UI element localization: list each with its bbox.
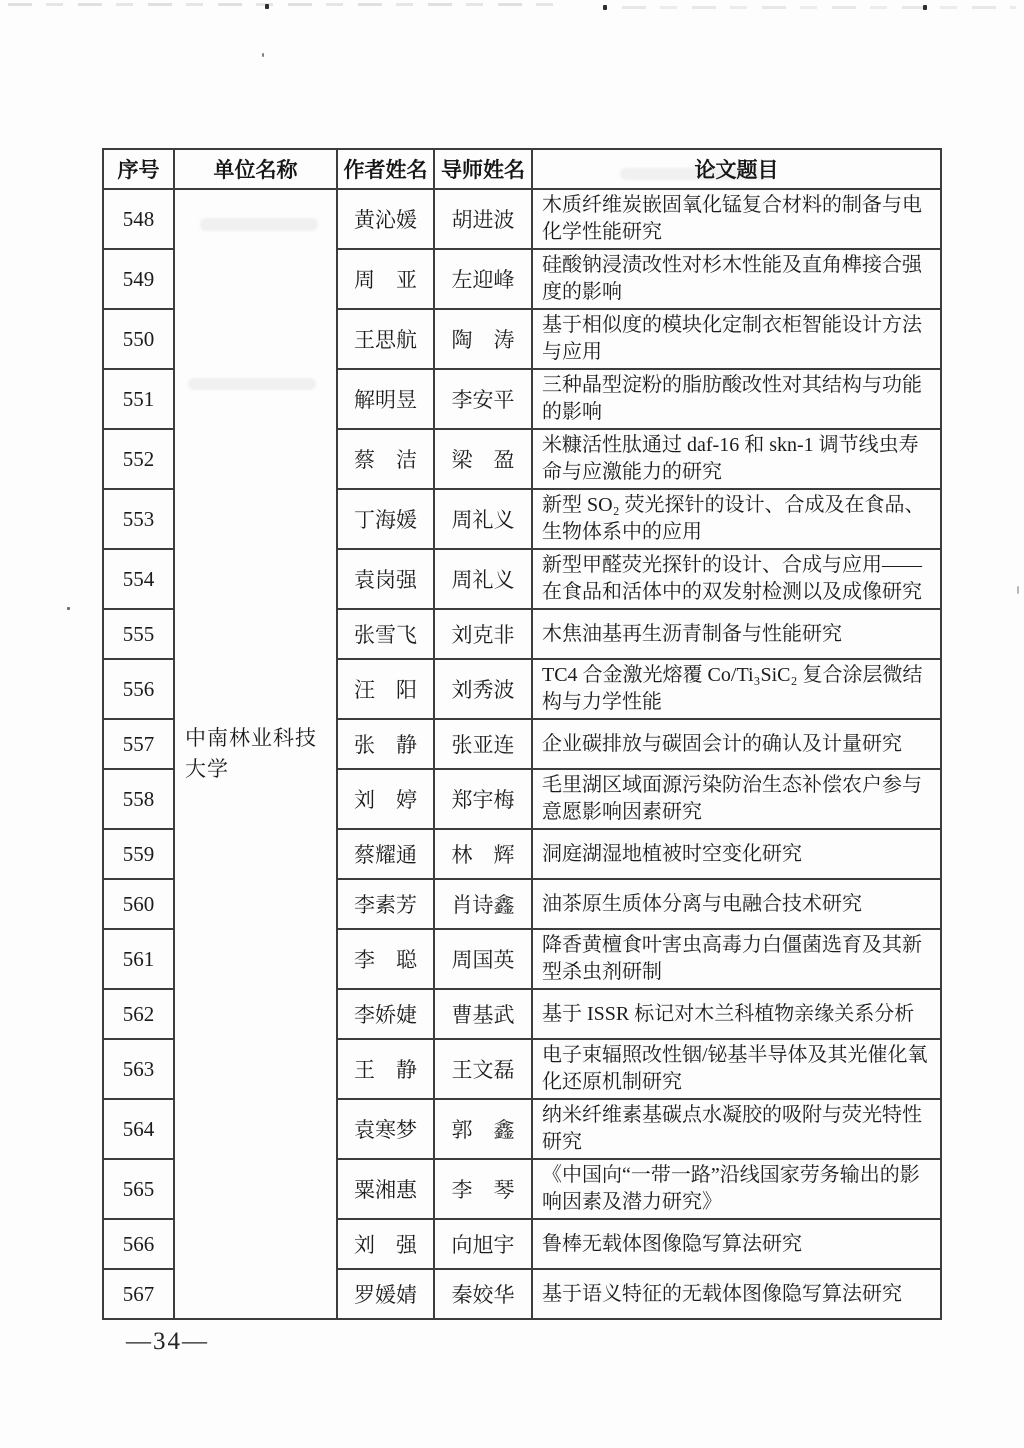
advisor-name-cell: 李安平 (434, 369, 532, 429)
scan-speck (603, 5, 607, 10)
column-header-index: 序号 (103, 149, 174, 189)
author-name-cell: 刘 婷 (337, 769, 434, 829)
advisor-name-cell: 刘秀波 (434, 659, 532, 719)
advisor-name-cell: 秦姣华 (434, 1269, 532, 1319)
advisor-name-cell: 左迎峰 (434, 249, 532, 309)
row-index-cell: 566 (103, 1219, 174, 1269)
author-name-cell: 王 静 (337, 1039, 434, 1099)
author-name-cell: 罗媛婧 (337, 1269, 434, 1319)
author-name-cell: 袁寒梦 (337, 1099, 434, 1159)
thesis-title-cell: 电子束辐照改性铟/铋基半导体及其光催化氧化还原机制研究 (532, 1039, 941, 1099)
thesis-title-cell: 新型 SO₂ 荧光探针的设计、合成及在食品、生物体系中的应用 (532, 489, 941, 549)
advisor-name-cell: 周礼义 (434, 489, 532, 549)
row-index-cell: 553 (103, 489, 174, 549)
table-body (103, 189, 941, 1319)
row-index-cell: 555 (103, 609, 174, 659)
row-index-cell: 563 (103, 1039, 174, 1099)
unit-name-cell: 中南林业科技大学 (174, 189, 337, 1319)
scan-noise-line (8, 3, 556, 6)
author-name-cell: 蔡 洁 (337, 429, 434, 489)
scan-speck (67, 607, 70, 610)
row-index-cell: 552 (103, 429, 174, 489)
row-index-cell: 551 (103, 369, 174, 429)
advisor-name-cell: 向旭宇 (434, 1219, 532, 1269)
thesis-title-cell: 基于 ISSR 标记对木兰科植物亲缘关系分析 (532, 989, 941, 1039)
advisor-name-cell: 郑宇梅 (434, 769, 532, 829)
thesis-title-cell: 《中国向“一带一路”沿线国家劳务输出的影响因素及潜力研究》 (532, 1159, 941, 1219)
author-name-cell: 周 亚 (337, 249, 434, 309)
row-index-cell: 559 (103, 829, 174, 879)
author-name-cell: 蔡耀通 (337, 829, 434, 879)
thesis-title-cell: 米糠活性肽通过 daf-16 和 skn-1 调节线虫寿命与应激能力的研究 (532, 429, 941, 489)
thesis-title-cell: 硅酸钠浸渍改性对杉木性能及直角榫接合强度的影响 (532, 249, 941, 309)
author-name-cell: 丁海媛 (337, 489, 434, 549)
row-index-cell: 562 (103, 989, 174, 1039)
scan-noise-line (622, 6, 1016, 9)
page-number: —34— (126, 1328, 209, 1355)
advisor-name-cell: 曹基武 (434, 989, 532, 1039)
advisor-name-cell: 郭 鑫 (434, 1099, 532, 1159)
table-header-row (103, 149, 941, 189)
row-index-cell: 561 (103, 929, 174, 989)
advisor-name-cell: 肖诗鑫 (434, 879, 532, 929)
author-name-cell: 李 聪 (337, 929, 434, 989)
author-name-cell: 张 静 (337, 719, 434, 769)
row-index-cell: 550 (103, 309, 174, 369)
row-index-cell: 567 (103, 1269, 174, 1319)
advisor-name-cell: 梁 盈 (434, 429, 532, 489)
thesis-title-cell: 三种晶型淀粉的脂肪酸改性对其结构与功能的影响 (532, 369, 941, 429)
table-row (103, 189, 941, 249)
author-name-cell: 李素芳 (337, 879, 434, 929)
thesis-title-cell: 毛里湖区域面源污染防治生态补偿农户参与意愿影响因素研究 (532, 769, 941, 829)
thesis-title-cell: TC4 合金激光熔覆 Co/Ti₃SiC₂ 复合涂层微结构与力学性能 (532, 659, 941, 719)
column-header-unit: 单位名称 (174, 149, 337, 189)
author-name-cell: 张雪飞 (337, 609, 434, 659)
advisor-name-cell: 胡进波 (434, 189, 532, 249)
advisor-name-cell: 王文磊 (434, 1039, 532, 1099)
thesis-title-cell: 基于语义特征的无载体图像隐写算法研究 (532, 1269, 941, 1319)
thesis-title-cell: 木质纤维炭嵌固氧化锰复合材料的制备与电化学性能研究 (532, 189, 941, 249)
scan-speck (265, 4, 269, 9)
advisor-name-cell: 张亚连 (434, 719, 532, 769)
row-index-cell: 558 (103, 769, 174, 829)
thesis-title-cell: 新型甲醛荧光探针的设计、合成与应用——在食品和活体中的双发射检测以及成像研究 (532, 549, 941, 609)
column-header-author: 作者姓名 (337, 149, 434, 189)
author-name-cell: 李娇婕 (337, 989, 434, 1039)
thesis-title-cell: 基于相似度的模块化定制衣柜智能设计方法与应用 (532, 309, 941, 369)
row-index-cell: 548 (103, 189, 174, 249)
thesis-title-cell: 洞庭湖湿地植被时空变化研究 (532, 829, 941, 879)
scan-speck (262, 53, 264, 57)
column-header-advisor: 导师姓名 (434, 149, 532, 189)
author-name-cell: 刘 强 (337, 1219, 434, 1269)
author-name-cell: 王思航 (337, 309, 434, 369)
row-index-cell: 554 (103, 549, 174, 609)
advisor-name-cell: 李 琴 (434, 1159, 532, 1219)
scan-speck (1017, 586, 1019, 594)
thesis-title-cell: 降香黄檀食叶害虫高毒力白僵菌选育及其新型杀虫剂研制 (532, 929, 941, 989)
column-header-title: 论文题目 (532, 149, 941, 189)
advisor-name-cell: 刘克非 (434, 609, 532, 659)
advisor-name-cell: 林 辉 (434, 829, 532, 879)
thesis-title-cell: 木焦油基再生沥青制备与性能研究 (532, 609, 941, 659)
row-index-cell: 549 (103, 249, 174, 309)
row-index-cell: 556 (103, 659, 174, 719)
thesis-title-cell: 油茶原生质体分离与电融合技术研究 (532, 879, 941, 929)
thesis-title-cell: 鲁棒无载体图像隐写算法研究 (532, 1219, 941, 1269)
advisor-name-cell: 周礼义 (434, 549, 532, 609)
thesis-title-cell: 企业碳排放与碳固会计的确认及计量研究 (532, 719, 941, 769)
thesis-table (102, 148, 942, 1320)
advisor-name-cell: 陶 涛 (434, 309, 532, 369)
row-index-cell: 557 (103, 719, 174, 769)
author-name-cell: 粟湘惠 (337, 1159, 434, 1219)
row-index-cell: 564 (103, 1099, 174, 1159)
row-index-cell: 565 (103, 1159, 174, 1219)
thesis-title-cell: 纳米纤维素基碳点水凝胶的吸附与荧光特性研究 (532, 1099, 941, 1159)
author-name-cell: 黄沁媛 (337, 189, 434, 249)
row-index-cell: 560 (103, 879, 174, 929)
author-name-cell: 袁岗强 (337, 549, 434, 609)
advisor-name-cell: 周国英 (434, 929, 532, 989)
author-name-cell: 解明昱 (337, 369, 434, 429)
author-name-cell: 汪 阳 (337, 659, 434, 719)
scan-speck (923, 5, 927, 10)
